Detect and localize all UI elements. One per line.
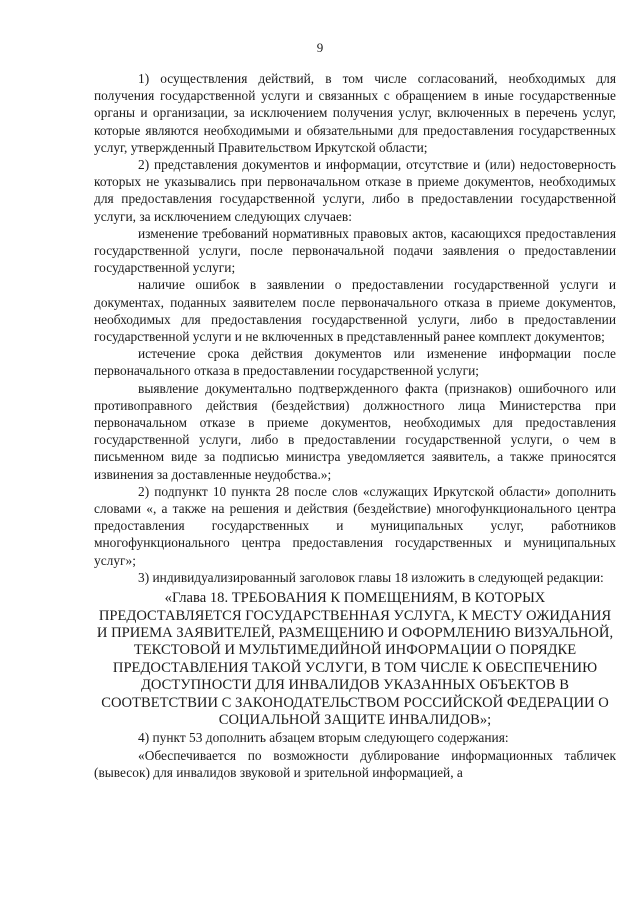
paragraph-amendment-4: 4) пункт 53 дополнить абзацем вторым следующего содержания: bbox=[138, 730, 509, 746]
paragraph-exception-2: наличие ошибок в заявлении о предоставлении государственной услуги и документах, поданных заявителем после первоначального отказа в приеме документов, необходимых для предоставления государственной услуги, либо в предоставлении государственной услуги и не включенных в представленный ранее комплект документов; bbox=[94, 277, 616, 345]
paragraph-exception-1: изменение требований нормативных правовых актов, касающихся предоставления государственной услуги, после первоначальной подачи заявления о предоставлении государственной услуги; bbox=[94, 225, 616, 276]
page-number: 9 bbox=[316, 40, 324, 55]
paragraph-amendment-2: 2) подпункт 10 пункта 28 после слов «служащих Иркутской области» дополнить словами «, а также на решения и действия (бездействие) многофункционального центра предоставления государственных и муниципальных услуг, работников многофункционального центра предоставления государственных и муниципальных услуг»; bbox=[94, 483, 616, 568]
paragraph-exception-4: выявление документально подтвержденного факта (признаков) ошибочного или противоправного действия (бездействия) должностного лица Министерства при первоначальном отказе в приеме документов, необходимых для предоставления государственной услуги, либо в предоставлении государственной услуги, о чем в письменном виде за подписью министра уведомляется заявитель, а также приносятся извинения за доставленные неудобства.»; bbox=[94, 380, 616, 482]
paragraph-item-1: 1) осуществления действий, в том числе согласований, необходимых для получения государственной услуги и связанных с обращением в иные государственные органы и организации, за исключением получения услуг, включенных в перечень услуг, которые являются необходимыми и обязательными для предоставления государственных услуг, утвержденный Правительством Иркутской области; bbox=[94, 71, 616, 155]
chapter-heading: «Глава 18. ТРЕБОВАНИЯ К ПОМЕЩЕНИЯМ, В КОТОРЫХ ПРЕДОСТАВЛЯЕТСЯ ГОСУДАРСТВЕННАЯ УСЛУГА, К МЕСТУ ОЖИДАНИЯ И ПРИЕМА ЗАЯВИТЕЛЕЙ, РАЗМЕЩЕНИЮ И ОФОРМЛЕНИЮ ВИЗУАЛЬНОЙ, ТЕКСТОВОЙ И МУЛЬТИМЕДИЙНОЙ ИНФОРМАЦИИ О ПОРЯДКЕ ПРЕДОСТАВЛЕНИЯ ТАКОЙ УСЛУГИ, В ТОМ ЧИСЛЕ К ОБЕСПЕЧЕНИЮ ДОСТУПНОСТИ ДЛЯ ИНВАЛИДОВ УКАЗАННЫХ ОБЪЕКТОВ В СООТВЕТСТВИИ С ЗАКОНОДАТЕЛЬСТВОМ РОССИЙСКОЙ ФЕДЕРАЦИИ О СОЦИАЛЬНОЙ ЗАЩИТЕ ИНВАЛИДОВ»; bbox=[96, 590, 614, 728]
paragraph-amendment-3: 3) индивидуализированный заголовок главы 18 изложить в следующей редакции: bbox=[138, 569, 604, 585]
paragraph-exception-3: истечение срока действия документов или изменение информации после первоначального отказа в предоставлении государственной услуги; bbox=[94, 346, 616, 379]
paragraph-item-2: 2) представления документов и информации, отсутствие и (или) недостоверность которых не указывались при первоначальном отказе в приеме документов, необходимых для предоставления государственной услуги, либо в предоставлении государственной услуги, за исключением следующих случаев: bbox=[94, 157, 616, 224]
document-body bbox=[94, 70, 616, 781]
paragraph-quote-start: «Обеспечивается по возможности дублирование информационных табличек (вывесок) для инвалидов звуковой и зрительной информацией, а bbox=[94, 747, 616, 780]
